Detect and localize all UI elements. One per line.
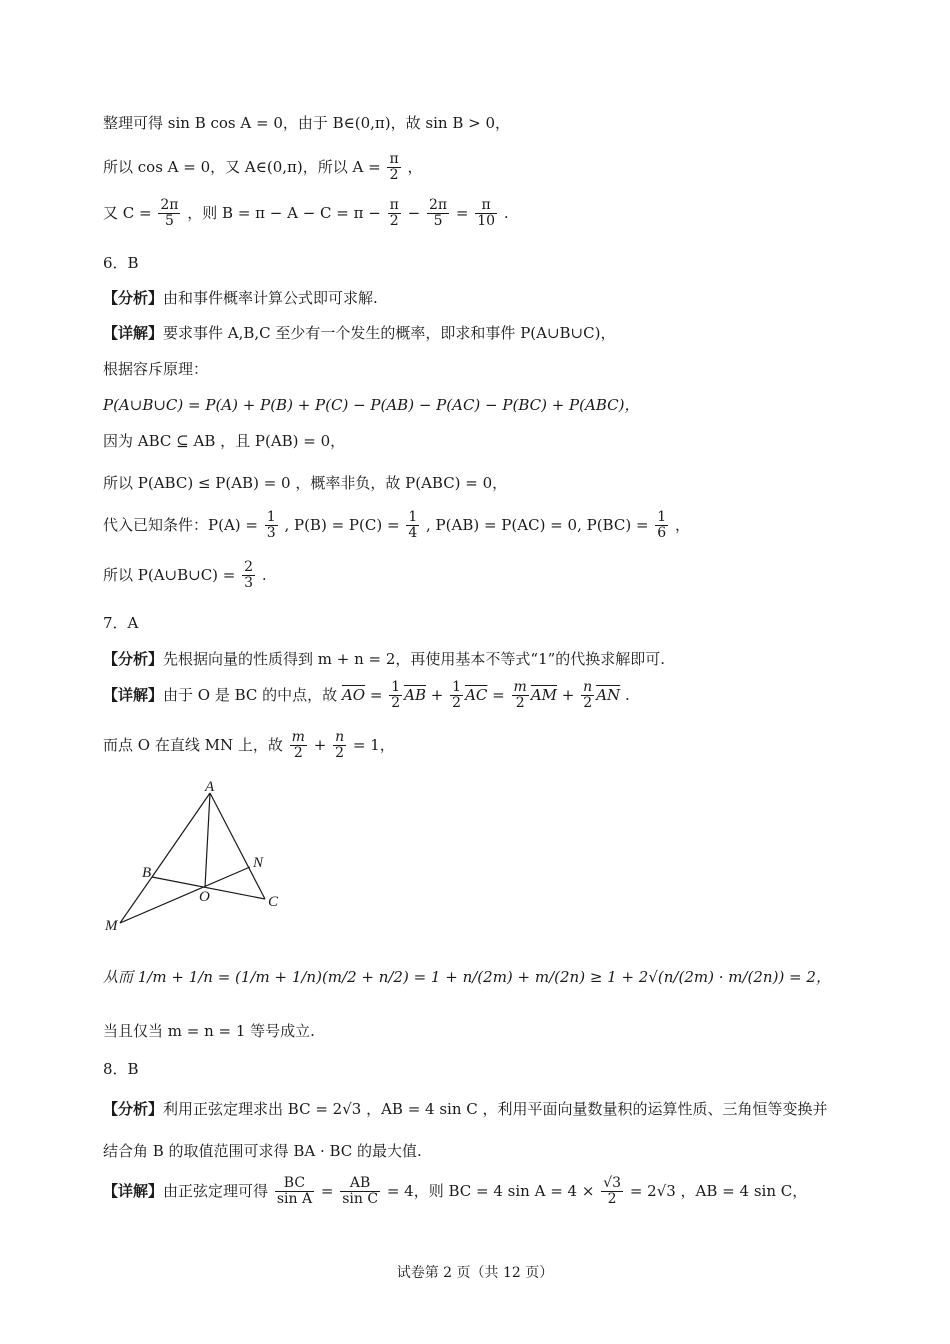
fraction: $\frac{\pi}{2}$ [389,151,399,184]
solution-line: 所以 P(A∪B∪C) = $\frac{2}{3}$ . [103,559,267,592]
question-number: 7．A [103,614,139,632]
solution-line: 因为 ABC ⊆ AB ，且 P(AB) = 0， [103,432,346,450]
detail-line: 【详解】由于 O 是 BC 的中点，故 $\overline{AO}$ = $\frac{1}{2}$ $\overline{AB}$ + $\frac{1}{2}$ $\overline{AC}$ = $\frac{m}{2}$ $\overline{AM}$ + $\frac{n}{2}$ $\overline{AN}$ . [103,679,630,712]
solution-line: 而点 O 在直线 MN 上，故 $\frac{m}{2}$ + $\frac{n}{2}$ = 1， [103,729,395,762]
formula-line: 从而 1/m + 1/n = (1/m + 1/n)(m/2 + n/2) = 1 + n/(2m) + m/(2n) ≥ 1 + 2√(n/(2m) · m/(2n)) = 2， [103,968,831,986]
question-number: 6．B [103,254,139,272]
detail-line: 【详解】由正弦定理可得 $\frac{BC}{\text{sin A}}$ = $\frac{AB}{\text{sin C}}$ = 4，则 BC = 4 sin A = 4 × $\frac{√3}{2}$ = 2√3 ，AB = 4 sin C， [103,1175,808,1208]
label-N: N [253,855,264,871]
segment-AC [210,793,265,899]
label-B: B [142,865,152,881]
label-C: C [268,894,279,910]
segment-AO [205,793,210,887]
question-number: 8．B [103,1060,139,1078]
detail-line: 【详解】要求事件 A,B,C 至少有一个发生的概率，即求和事件 P(A∪B∪C)， [103,324,616,342]
analysis-line: 【分析】由和事件概率计算公式即可求解. [103,289,378,307]
solution-line: 整理可得 sin B cos A = 0，由于 B∈(0,π)，故 sin B > 0， [103,114,510,132]
analysis-line: 【分析】利用正弦定理求出 BC = 2√3 ，AB = 4 sin C ，利用平面向量数量积的运算性质、三角恒等变换并 [103,1100,828,1118]
label-O: O [199,889,210,905]
solution-line: 代入已知条件：P(A) = $\frac{1}{3}$ , P(B) = P(C) = $\frac{1}{4}$ , P(AB) = P(AC) = 0, P(BC) = $\frac{1}{6}$ ， [103,509,691,542]
solution-line: 根据容斥原理： [103,360,209,378]
label-M: M [105,918,118,934]
solution-line: 所以 P(ABC) ≤ P(AB) = 0 ，概率非负，故 P(ABC) = 0， [103,474,508,492]
formula-line: P(A∪B∪C) = P(A) + P(B) + P(C) − P(AB) − P(AC) − P(BC) + P(ABC)， [103,396,640,414]
solution-line: 所以 cos A = 0，又 A∈(0,π)，所以 A = $\frac{\pi}{2}$ ， [103,151,423,184]
label-A: A [205,779,215,795]
solution-line: 当且仅当 m = n = 1 等号成立. [103,1022,315,1040]
triangle-figure [100,775,300,935]
solution-line: 又 C = $\frac{2\pi}{5}$ ，则 B = π − A − C = π − $\frac{\pi}{2}$ − $\frac{2\pi}{5}$ = $\frac{\pi}{10}$ . [103,197,509,230]
analysis-line: 【分析】先根据向量的性质得到 m + n = 2，再使用基本不等式“1”的代换求解即可. [103,650,666,668]
analysis-line: 结合角 B 的取值范围可求得 BA · BC 的最大值. [103,1142,422,1160]
segment-AB [152,793,210,877]
page-footer: 试卷第 2 页（共 12 页） [396,1265,554,1281]
